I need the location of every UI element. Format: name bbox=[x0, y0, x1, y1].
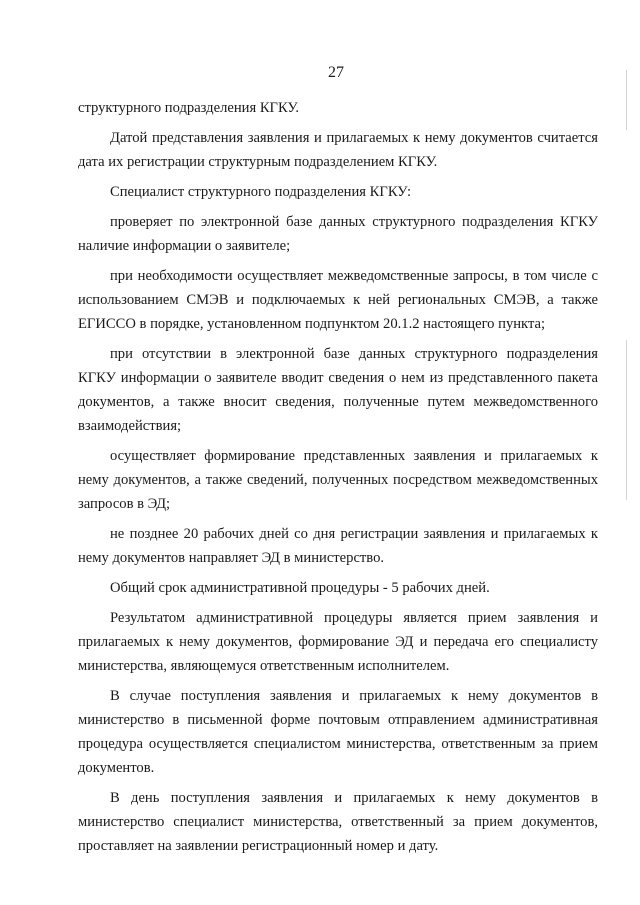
document-body bbox=[78, 96, 598, 864]
paragraph: проверяет по электронной базе данных структурного подразделения КГКУ наличие информации о заявителе; bbox=[78, 214, 598, 254]
paragraph: при необходимости осуществляет межведомственные запросы, в том числе с использованием СМЭВ и подключаемых к ней региональных СМЭВ, а также ЕГИССО в порядке, установленном подпунктом 20.1.2 настоящего пункта; bbox=[78, 268, 598, 332]
scan-edge-mark bbox=[626, 340, 627, 500]
paragraph: при отсутствии в электронной базе данных структурного подразделения КГКУ информации о заявителе вводит сведения о нем из представленного пакета документов, а также вносит сведения, полученные путем межведомственного взаимодействия; bbox=[78, 346, 598, 434]
paragraph: осуществляет формирование представленных заявления и прилагаемых к нему документов, а также сведений, полученных посредством межведомственных запросов в ЭД; bbox=[78, 448, 598, 512]
scan-edge-mark bbox=[626, 70, 627, 130]
paragraph: не позднее 20 рабочих дней со дня регистрации заявления и прилагаемых к нему документов направляет ЭД в министерство. bbox=[78, 526, 598, 566]
paragraph: структурного подразделения КГКУ. bbox=[78, 100, 300, 116]
page-number: 27 bbox=[328, 64, 344, 81]
paragraph: Специалист структурного подразделения КГКУ: bbox=[110, 184, 412, 200]
paragraph: Датой представления заявления и прилагаемых к нему документов считается дата их регистрации структурным подразделением КГКУ. bbox=[78, 130, 598, 170]
paragraph: Результатом административной процедуры является прием заявления и прилагаемых к нему документов, формирование ЭД и передача его специалисту министерства, являющемуся ответственным исполнителем. bbox=[78, 610, 598, 674]
paragraph: В день поступления заявления и прилагаемых к нему документов в министерство специалист министерства, ответственный за прием документов, проставляет на заявлении регистрационный номер и дату. bbox=[78, 790, 598, 854]
paragraph: Общий срок административной процедуры - 5 рабочих дней. bbox=[110, 580, 490, 596]
paragraph: В случае поступления заявления и прилагаемых к нему документов в министерство в письменной форме почтовым отправлением административная процедура осуществляется специалистом министерства, ответственным за прием документов. bbox=[78, 688, 598, 776]
